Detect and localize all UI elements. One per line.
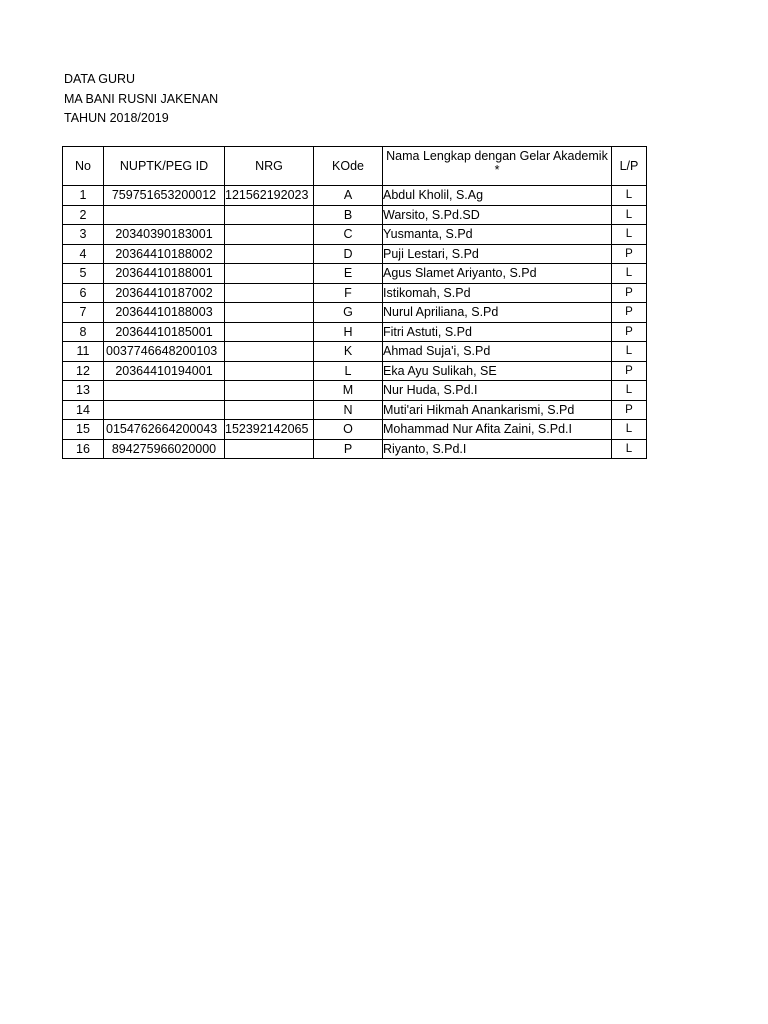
cell-nama: Nurul Apriliana, S.Pd <box>383 303 612 323</box>
cell-lp: L <box>612 205 647 225</box>
table-row <box>63 322 647 342</box>
cell-nama: Yusmanta, S.Pd <box>383 225 612 245</box>
cell-lp: P <box>612 303 647 323</box>
cell-nama: Mohammad Nur Afita Zaini, S.Pd.I <box>383 420 612 440</box>
column-header-nuptk: NUPTK/PEG ID <box>104 147 225 186</box>
table-row <box>63 400 647 420</box>
table-row <box>63 225 647 245</box>
cell-nrg <box>225 322 314 342</box>
cell-nama: Agus Slamet Ariyanto, S.Pd <box>383 264 612 284</box>
cell-lp: L <box>612 420 647 440</box>
cell-kode: B <box>314 205 383 225</box>
teacher-table <box>62 146 647 459</box>
cell-nuptk: 20364410188003 <box>104 303 225 323</box>
table-row <box>63 342 647 362</box>
table-row <box>63 439 647 459</box>
column-header-nrg: NRG <box>225 147 314 186</box>
cell-nama: Muti'ari Hikmah Anankarismi, S.Pd <box>383 400 612 420</box>
cell-kode: K <box>314 342 383 362</box>
cell-nuptk: 759751653200012 <box>104 186 225 206</box>
cell-lp: L <box>612 439 647 459</box>
cell-nrg <box>225 264 314 284</box>
cell-nrg <box>225 439 314 459</box>
cell-nuptk: 894275966020000 <box>104 439 225 459</box>
cell-nuptk <box>104 381 225 401</box>
cell-nama: Fitri Astuti, S.Pd <box>383 322 612 342</box>
cell-lp: P <box>612 322 647 342</box>
cell-nuptk <box>104 400 225 420</box>
cell-nrg <box>225 205 314 225</box>
cell-nuptk: 20364410194001 <box>104 361 225 381</box>
cell-nrg <box>225 342 314 362</box>
cell-kode: M <box>314 381 383 401</box>
cell-nuptk: 20364410188002 <box>104 244 225 264</box>
cell-no: 14 <box>63 400 104 420</box>
cell-nuptk: 0154762664200043 <box>104 420 225 440</box>
cell-nama: Riyanto, S.Pd.I <box>383 439 612 459</box>
cell-nama: Nur Huda, S.Pd.I <box>383 381 612 401</box>
cell-no: 4 <box>63 244 104 264</box>
cell-no: 8 <box>63 322 104 342</box>
cell-no: 1 <box>63 186 104 206</box>
cell-kode: O <box>314 420 383 440</box>
cell-no: 6 <box>63 283 104 303</box>
cell-nuptk: 20364410187002 <box>104 283 225 303</box>
header-school-name: MA BANI RUSNI JAKENAN <box>64 91 219 106</box>
table-row <box>63 361 647 381</box>
cell-lp: L <box>612 264 647 284</box>
table-row <box>63 420 647 440</box>
cell-nuptk: 20340390183001 <box>104 225 225 245</box>
table-row <box>63 303 647 323</box>
cell-lp: L <box>612 381 647 401</box>
cell-no: 7 <box>63 303 104 323</box>
cell-nrg <box>225 283 314 303</box>
cell-no: 3 <box>63 225 104 245</box>
cell-lp: P <box>612 400 647 420</box>
cell-nrg <box>225 303 314 323</box>
cell-kode: A <box>314 186 383 206</box>
column-header-lp: L/P <box>612 147 647 186</box>
header-year: TAHUN 2018/2019 <box>64 111 169 125</box>
cell-nrg <box>225 244 314 264</box>
cell-lp: L <box>612 342 647 362</box>
cell-lp: P <box>612 283 647 303</box>
cell-no: 15 <box>63 420 104 440</box>
header-title: DATA GURU <box>64 72 136 86</box>
cell-kode: C <box>314 225 383 245</box>
cell-nrg <box>225 225 314 245</box>
table-row <box>63 186 647 206</box>
cell-nama: Puji Lestari, S.Pd <box>383 244 612 264</box>
column-header-kode: KOde <box>314 147 383 186</box>
cell-lp: P <box>612 244 647 264</box>
cell-no: 2 <box>63 205 104 225</box>
cell-nuptk: 20364410185001 <box>104 322 225 342</box>
column-header-nama: Nama Lengkap dengan Gelar Akademik * <box>383 147 612 186</box>
table-row <box>63 283 647 303</box>
cell-no: 16 <box>63 439 104 459</box>
cell-nrg <box>225 400 314 420</box>
cell-nama: Warsito, S.Pd.SD <box>383 205 612 225</box>
cell-nama: Abdul Kholil, S.Ag <box>383 186 612 206</box>
cell-nama: Ahmad Suja'i, S.Pd <box>383 342 612 362</box>
cell-nuptk <box>104 205 225 225</box>
cell-nrg: 152392142065 <box>225 420 314 440</box>
cell-kode: D <box>314 244 383 264</box>
table-header-row <box>63 147 647 186</box>
document-header <box>64 70 218 129</box>
cell-lp: L <box>612 225 647 245</box>
cell-nrg <box>225 381 314 401</box>
cell-nrg: 121562192023 <box>225 186 314 206</box>
cell-kode: G <box>314 303 383 323</box>
cell-no: 11 <box>63 342 104 362</box>
cell-nama: Eka Ayu Sulikah, SE <box>383 361 612 381</box>
cell-no: 13 <box>63 381 104 401</box>
cell-kode: H <box>314 322 383 342</box>
cell-kode: P <box>314 439 383 459</box>
cell-kode: N <box>314 400 383 420</box>
cell-nuptk: 20364410188001 <box>104 264 225 284</box>
cell-no: 5 <box>63 264 104 284</box>
cell-kode: E <box>314 264 383 284</box>
cell-nuptk: 0037746648200103 <box>104 342 225 362</box>
cell-nrg <box>225 361 314 381</box>
table-row <box>63 381 647 401</box>
cell-kode: F <box>314 283 383 303</box>
cell-lp: P <box>612 361 647 381</box>
table-row <box>63 264 647 284</box>
column-header-no: No <box>63 147 104 186</box>
cell-kode: L <box>314 361 383 381</box>
table-row <box>63 244 647 264</box>
cell-no: 12 <box>63 361 104 381</box>
cell-nama: Istikomah, S.Pd <box>383 283 612 303</box>
cell-lp: L <box>612 186 647 206</box>
table-row <box>63 205 647 225</box>
